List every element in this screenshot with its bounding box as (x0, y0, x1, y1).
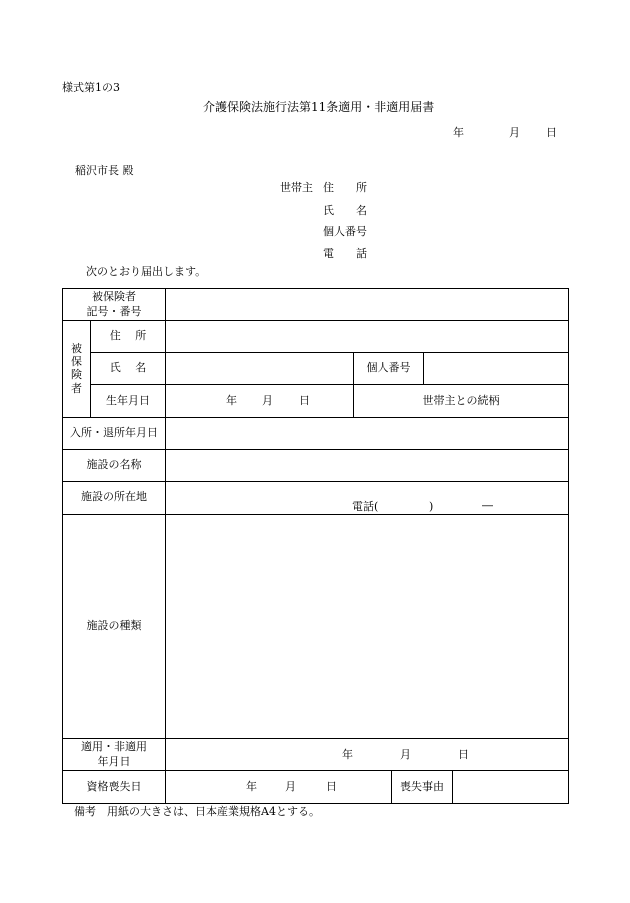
facility-type-field[interactable] (166, 515, 569, 739)
form-number: 様式第1の3 (62, 81, 120, 94)
phone-dash: ― (482, 499, 493, 512)
applicant-phone-label: 電 話 (323, 247, 367, 260)
insured-code-label-line2: 記号・番号 (86, 304, 142, 318)
loss-reason-label-box (392, 771, 453, 803)
facility-address-field[interactable] (166, 482, 569, 515)
birth-day-label: 日 (299, 393, 310, 407)
form-title: 介護保険法施行法第11条適用・非適用届書 (203, 100, 435, 114)
applicable-date-label-line2: 年月日 (97, 754, 131, 768)
applicable-date-label-line1: 適用・非適用 (81, 740, 147, 754)
insured-person-label (63, 321, 91, 418)
insured-char-3: 険 (71, 368, 82, 382)
applicable-date-field[interactable] (166, 739, 569, 771)
insured-char-2: 保 (71, 355, 82, 369)
insured-code-label-line1: 被保険者 (92, 290, 136, 304)
insured-code-label (63, 289, 166, 321)
addressee: 稲沢市長 殿 (75, 164, 134, 177)
phone-prefix: 電話( (352, 500, 379, 513)
applicant-number-label: 個人番号 (323, 225, 367, 238)
birth-month-label: 月 (262, 393, 273, 407)
applicant-group-label: 世帯主 (280, 181, 313, 194)
loss-reason-label: 喪失事由 (400, 779, 444, 793)
facility-address-label: 施設の所在地 (63, 482, 166, 515)
applicable-year-label: 年 (342, 747, 353, 761)
date-month: 月 (509, 126, 520, 139)
notification-form-table (62, 288, 569, 804)
loss-date-field[interactable] (166, 771, 392, 804)
date-year: 年 (453, 126, 464, 139)
footnote: 備考 用紙の大きさは、日本産業規格A4とする。 (74, 805, 320, 818)
insured-code-field[interactable] (166, 289, 569, 321)
insured-name-field[interactable] (166, 353, 354, 385)
loss-date-label: 資格喪失日 (63, 771, 166, 804)
personal-number-label: 個人番号 (354, 353, 424, 385)
applicant-name-label: 氏 名 (323, 204, 367, 217)
admission-date-label: 入所・退所年月日 (63, 418, 166, 450)
personal-number-field[interactable] (424, 353, 569, 385)
facility-name-field[interactable] (166, 450, 569, 482)
loss-reason-cell (392, 771, 569, 804)
intro-text: 次のとおり届出します。 (86, 265, 207, 278)
applicable-date-label (63, 739, 166, 771)
birthdate-field[interactable] (166, 385, 354, 418)
applicable-month-label: 月 (400, 747, 411, 761)
phone-close: ) (429, 500, 434, 513)
applicable-day-label: 日 (458, 747, 469, 761)
insured-char-4: 者 (71, 381, 82, 395)
insured-address-field[interactable] (166, 321, 569, 353)
insured-address-label: 住 所 (91, 321, 166, 353)
insured-name-label: 氏 名 (91, 353, 166, 385)
birth-year-label: 年 (226, 393, 237, 407)
date-day: 日 (546, 126, 557, 139)
applicant-address-label: 住 所 (323, 181, 367, 194)
facility-name-label: 施設の名称 (63, 450, 166, 482)
relationship-label: 世帯主との続柄 (354, 385, 569, 418)
birthdate-label: 生年月日 (91, 385, 166, 418)
facility-type-label: 施設の種類 (63, 515, 166, 739)
loss-year-label: 年 (246, 779, 257, 793)
loss-month-label: 月 (285, 779, 296, 793)
insured-char-1: 被 (71, 342, 82, 356)
loss-day-label: 日 (326, 779, 337, 793)
admission-date-field[interactable] (166, 418, 569, 450)
